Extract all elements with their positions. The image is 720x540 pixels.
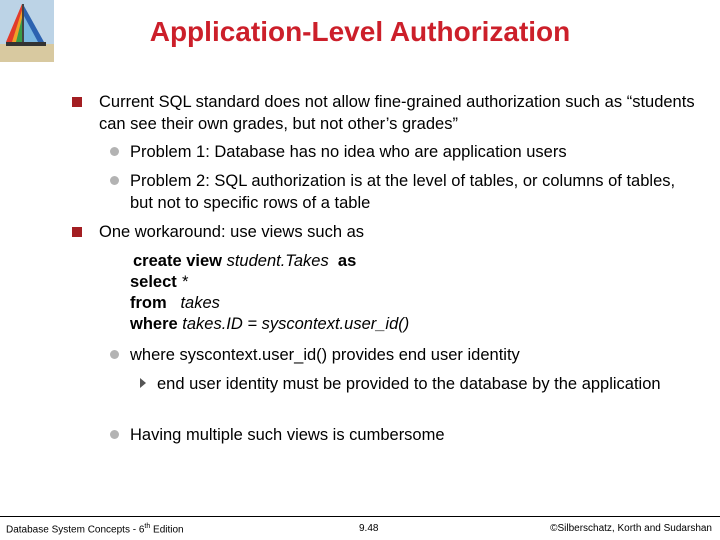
- sub-bullet-text: Problem 1: Database has no idea who are application users: [130, 143, 567, 161]
- square-bullet-icon: [72, 97, 82, 107]
- footer-right: ©Silberschatz, Korth and Sudarshan: [550, 523, 712, 534]
- code-line: create view student.Takes as: [133, 252, 357, 270]
- slide-title: Application-Level Authorization: [149, 16, 571, 47]
- bullet-text: One workaround: use views such as: [99, 223, 365, 241]
- dot-bullet-icon: [110, 430, 119, 439]
- code-line: from takes: [130, 294, 220, 312]
- square-bullet-icon: [72, 227, 82, 237]
- sub-bullet-text: Having multiple such views is cumbersome: [130, 426, 445, 444]
- dot-bullet-icon: [110, 147, 119, 156]
- footer-page-number: 9.48: [359, 523, 379, 534]
- sub-bullet-text: where syscontext.user_id() provides end user identity: [130, 346, 520, 364]
- sub-bullet-text: Problem 2: SQL authorization is at the level of tables, or columns of tables, but not to specific rows of a table: [130, 172, 676, 212]
- sub-sub-bullet-text: end user identity must be provided to the database by the application: [157, 375, 661, 393]
- triangle-bullet-icon: [140, 378, 146, 388]
- bullet-text: Current SQL standard does not allow fine-grained authorization such as “students can see their own grades, but not other’s grades”: [99, 93, 695, 133]
- code-line: select *: [130, 273, 188, 291]
- footer-left: Database System Concepts - 6th Edition: [6, 523, 184, 536]
- code-line: where takes.ID = syscontext.user_id(): [130, 315, 410, 333]
- dot-bullet-icon: [110, 176, 119, 185]
- footer-divider: [0, 516, 720, 517]
- dot-bullet-icon: [110, 350, 119, 359]
